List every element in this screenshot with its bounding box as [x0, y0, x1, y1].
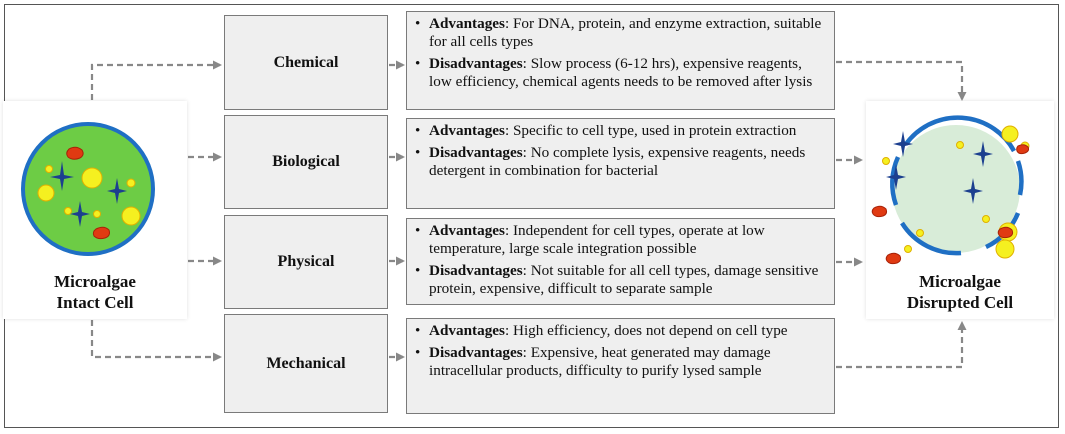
disrupted-cell-label-line2: Disrupted Cell: [906, 293, 1014, 312]
advantages-item: [415, 222, 828, 258]
disadvantages-item: [415, 344, 828, 380]
granule-icon: [996, 240, 1014, 258]
intact-cell-panel: [3, 101, 187, 319]
disadvantages-text: : Expensive, heat generated may damage intracellular products, difficulty to purify lysed sample: [429, 344, 771, 379]
disrupted-cell-panel: [866, 101, 1054, 319]
granule-icon: [983, 216, 990, 223]
bullet-icon: •: [415, 344, 421, 361]
granule-icon: [957, 142, 964, 149]
granule-icon: [917, 230, 924, 237]
disadvantages-label: Disadvantages: [429, 144, 523, 161]
granule-icon: [94, 211, 101, 218]
method-box-biological: [224, 115, 388, 209]
method-title: Chemical: [273, 53, 339, 71]
disadvantages-item: [415, 262, 828, 298]
bullet-icon: •: [415, 144, 421, 161]
granule-icon: [38, 185, 54, 201]
organelle-icon: [998, 227, 1012, 237]
desc-box-mechanical: [406, 318, 835, 414]
advantages-text: : Independent for cell types, operate at low temperature, large scale integration possible: [429, 222, 765, 257]
bullet-icon: •: [415, 262, 421, 279]
advantages-item: [415, 15, 828, 51]
advantages-label: Advantages: [429, 122, 505, 139]
intact-cell-illustration: [3, 101, 187, 271]
granule-icon: [127, 179, 135, 187]
intact-cell-label-line1: Microalgae: [54, 272, 136, 291]
desc-box-physical: [406, 218, 835, 305]
method-box-chemical: [224, 15, 388, 110]
bullet-icon: •: [415, 55, 421, 72]
intact-cell-label-line2: Intact Cell: [56, 293, 134, 312]
disadvantages-label: Disadvantages: [429, 262, 523, 279]
desc-box-chemical: [406, 11, 835, 110]
advantages-text: : Specific to cell type, used in protein extraction: [504, 122, 797, 139]
desc-box-biological: [406, 118, 835, 209]
advantages-text: : For DNA, protein, and enzyme extraction, suitable for all cells types: [429, 15, 822, 50]
bullet-icon: •: [415, 122, 421, 139]
method-box-mechanical: [224, 314, 388, 413]
advantages-label: Advantages: [429, 15, 505, 32]
granule-icon: [122, 207, 140, 225]
bullet-icon: •: [415, 222, 421, 239]
granule-icon: [905, 246, 912, 253]
advantages-label: Advantages: [429, 222, 505, 239]
method-title: Mechanical: [266, 354, 346, 372]
disadvantages-label: Disadvantages: [429, 344, 523, 361]
organelle-icon: [872, 206, 886, 216]
advantages-item: [415, 322, 828, 340]
disrupted-cell-label-line1: Microalgae: [919, 272, 1001, 291]
disrupted-cell-illustration: [866, 101, 1054, 271]
arrow-cell-to-mechanical: [92, 320, 220, 357]
granule-icon: [883, 158, 890, 165]
disadvantages-text: : No complete lysis, expensive reagents, needs detergent in combination for bacterial: [429, 144, 806, 179]
disadvantages-text: : Not suitable for all cell types, damage sensitive protein, expensive, difficult to separate sample: [429, 262, 819, 297]
organelle-icon: [67, 147, 83, 159]
organelle-icon: [93, 227, 109, 238]
arrow-chemical-to-result: [836, 62, 962, 99]
advantages-item: [415, 122, 828, 140]
disadvantages-item: [415, 144, 828, 180]
advantages-text: : High efficiency, does not depend on cell type: [504, 322, 788, 339]
granule-icon: [1002, 126, 1018, 142]
organelle-icon: [886, 253, 900, 263]
organelle-icon: [1017, 145, 1029, 154]
bullet-icon: •: [415, 322, 421, 339]
granule-icon: [82, 168, 102, 188]
arrow-cell-to-chemical: [92, 65, 220, 100]
method-title: Biological: [272, 153, 340, 170]
arrow-mechanical-to-result: [836, 323, 962, 367]
method-title: Physical: [277, 253, 335, 270]
disadvantages-text: : Slow process (6-12 hrs), expensive reagents, low efficiency, chemical agents needs to be removed after lysis: [429, 55, 813, 90]
method-box-physical: [224, 215, 388, 309]
advantages-label: Advantages: [429, 322, 505, 339]
disadvantages-item: [415, 55, 828, 91]
bullet-icon: •: [415, 15, 421, 32]
granule-icon: [46, 166, 53, 173]
disadvantages-label: Disadvantages: [429, 55, 523, 72]
granule-icon: [65, 208, 72, 215]
